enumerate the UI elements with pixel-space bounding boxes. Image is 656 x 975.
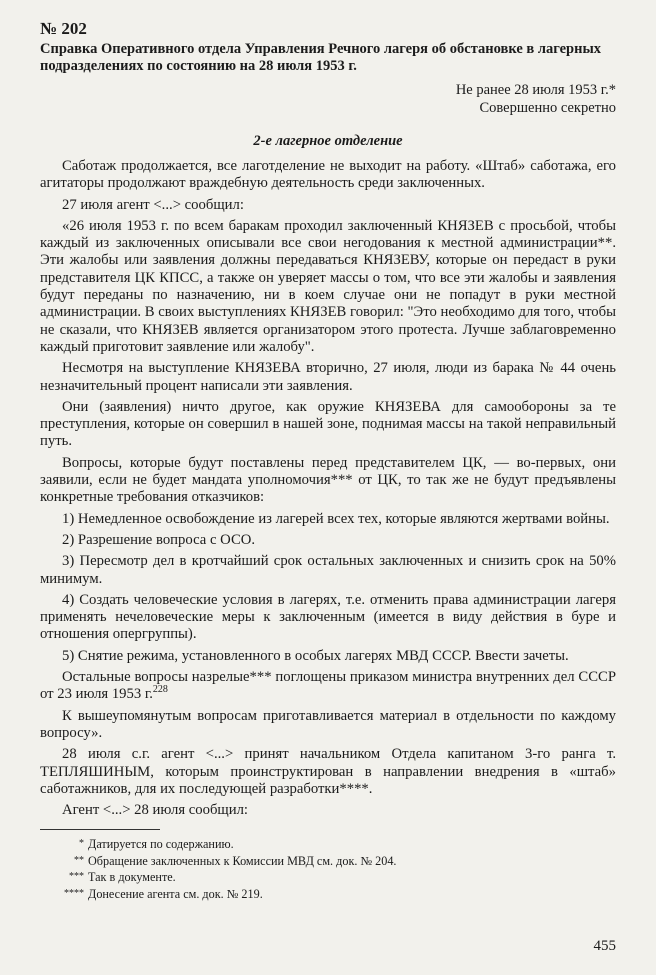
paragraph: Они (заявления) ничто другое, как оружие КНЯЗЕВА для самообороны за те преступления, которые он совершил в нашей зоне, поднимая массы на такой неправильный путь. [40,398,616,450]
footnote-separator [40,829,160,830]
paragraph: 28 июля с.г. агент <...> принят начальником Отдела капитаном 3-го ранга т. ТЕПЛЯШИНЫМ, которым проинструктирован в направлении внедрения в «штаб» саботажников, для их последующей разработки****. [40,746,616,797]
paragraph: К вышеупомянутым вопросам приготавливается материал в отдельности по каждому вопросу». [40,707,616,741]
list-item: 4) Создать человеческие условия в лагерях, т.е. отменить права администрации лагеря применять нечеловеческие меры к заключенным (имеется в виду действия в буре и отношения опергруппы). [40,591,616,643]
paragraph: «26 июля 1953 г. по всем баракам проходил заключенный КНЯЗЕВ с просьбой, чтобы каждый из заключенных описывали все свои негодования к местной администрации**. Эти жалобы или заявления должны передаваться КНЯЗЕВУ, которые он передаст в руки представителя ЦК КПСС, а также он уверяет массы о том, что все эти жалобы и заявления будут переданы по назначению, ни в коем случае они не попадут в руки местной администрации. В своих выступлениях КНЯЗЕВ говорил: "Это необходимо для того, чтобы не сказали, что КНЯЗЕВ является организатором этого протеста. Лучше заблаговременно каждый приготовит заявление или жалобу". [40,217,616,355]
paragraph: Вопросы, которые будут поставлены перед представителем ЦК, — во-первых, они заявили, если не будет мандата уполномочия*** от ЦК, то так же не будут предъявлены конкретные требования отказчиков: [40,454,616,506]
date-line: Не ранее 28 июля 1953 г.* [455,82,616,98]
footnote [40,886,616,903]
document-body [40,158,616,819]
classification-stamp: Совершенно секретно [479,100,616,116]
footnote [40,853,616,870]
footnote-mark: *** [69,871,84,883]
footnote-text: Обращение заключенных к Комиссии МВД см. док. № 204. [88,853,397,868]
footnote-text: Донесение агента см. док. № 219. [88,886,263,901]
paragraph: Саботаж продолжается, все лаготделение не выходит на работу. «Штаб» саботажа, его агитаторы продолжают враждебную деятельность среди заключенных. [40,158,616,192]
footnote-mark: * [79,838,84,850]
paragraph: Несмотря на выступление КНЯЗЕВА вторично, 27 июля, люди из барака № 44 очень незначительный процент написали эти заявления. [40,360,616,394]
reference-number: 228 [152,684,168,696]
list-item: 3) Пересмотр дел в кротчайший срок остальных заключенных и снизить срок на 50% минимум. [40,553,616,587]
footnote-text: Датируется по содержанию. [88,837,234,852]
footnote-mark: **** [64,887,84,899]
footnotes [40,836,616,902]
footnote [40,869,616,886]
paragraph-text: Остальные вопросы назрелые*** поглощены приказом министра внутренних дел СССР от 23 июля 1953 г. [40,669,616,703]
paragraph [40,669,616,704]
document-number: № 202 [40,19,87,38]
list-item: 2) Разрешение вопроса с ОСО. [62,531,256,548]
list-item: 5) Снятие режима, установленного в особых лагерях МВД СССР. Ввести зачеты. [62,647,569,664]
footnote-text: Так в документе. [88,870,176,885]
footnote [40,836,616,853]
list-item: 1) Немедленное освобождение из лагерей всех тех, которые являются жертвами войны. [62,510,610,527]
document-title: Справка Оперативного отдела Управления Речного лагеря об обстановке в лагерных подразделениях по состоянию на 28 июля 1953 г. [40,41,602,74]
page-number: 455 [593,938,616,954]
section-heading: 2-е лагерное отделение [253,133,403,149]
paragraph: 27 июля агент <...> сообщил: [62,196,244,213]
paragraph: Агент <...> 28 июля сообщил: [62,802,249,819]
footnote-mark: ** [74,854,84,866]
document-page [40,18,616,902]
